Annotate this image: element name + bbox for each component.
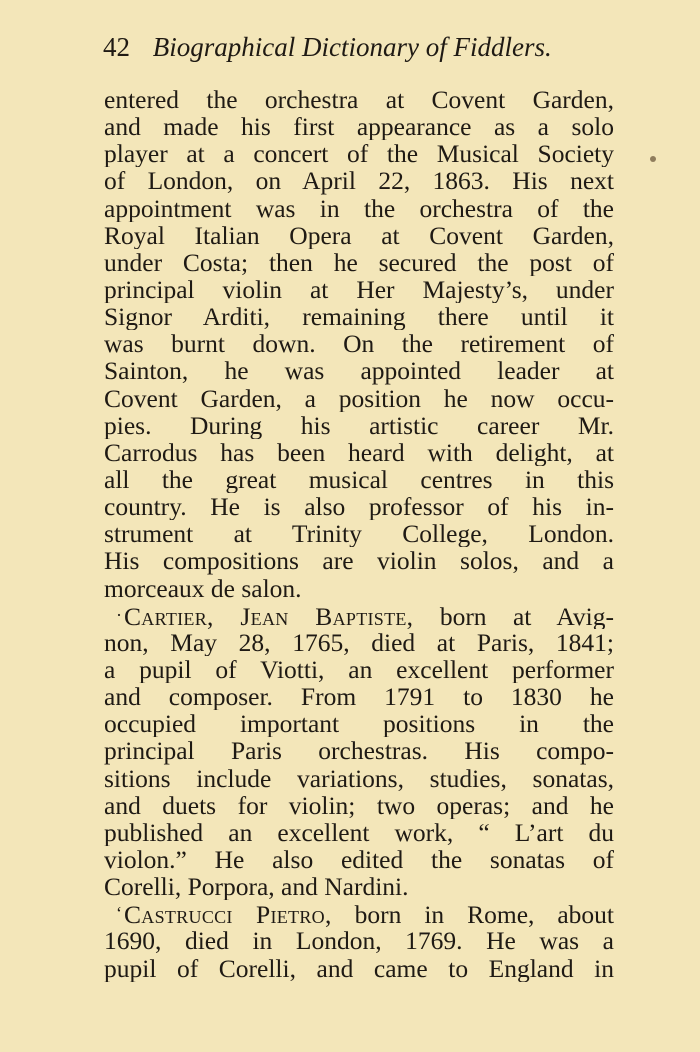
page-header [103,30,573,64]
text-line: under Costa; then he secured the post of [104,248,614,276]
page-body [104,86,614,982]
text-line: principal Paris orchestras. His compo- [104,737,614,765]
text-line: Covent Garden, a position he now occu- [104,384,614,412]
text-line: occupied important positions in the [104,710,614,738]
text-line: principal violin at Her Majesty’s, under [104,275,614,304]
text-line: Signor Arditi, remaining there until it [104,303,614,331]
text-line: and made his first appearance as a solo [104,113,614,141]
text-line: pies. During his artistic career Mr. [104,411,614,439]
entry-name-castrucci: Castrucci Pietro, [124,900,332,928]
text-line: all the great musical centres in this [104,465,614,494]
text-line: Royal Italian Opera at Covent Garden, [104,221,614,249]
running-title: Biographical Dictionary of Fiddlers. [152,32,552,62]
text-line: non, May 28, 1765, died at Paris, 1841; [104,628,614,656]
entry-cartier-heading [104,602,614,629]
text-line: His compositions are violin solos, and a [104,547,614,575]
entry-castrucci-heading [104,900,614,927]
entry-mark: ‘ [116,903,122,924]
text-line: Carrodus has been heard with delight, at [104,438,614,466]
text-line: of London, on April 22, 1863. His next [104,167,614,195]
text-line: Corelli, Porpora, and Nardini. [104,873,409,901]
text-line: entered the orchestra at Covent Garden, [104,86,614,114]
text-line: 1690, died in London, 1769. He was a [104,927,614,955]
text-line: strument at Trinity College, London. [104,520,614,548]
page-number: 42 [103,32,130,62]
text-line: violon.” He also edited the sonatas of [104,845,614,874]
text-line: sitions include variations, studies, sonatas, [104,764,614,792]
text-line: pupil of Corelli, and came to England in [104,954,614,982]
text-line: and duets for violin; two operas; and he [104,791,614,819]
text-line: country. He is also professor of his in- [104,493,614,521]
text-line: morceaux de salon. [104,574,302,602]
entry-text: born in Rome, about [354,900,614,928]
entry-text: born at Avig- [439,601,614,629]
entry-name-cartier: Cartier, Jean Baptiste, [124,601,414,629]
page-speck [650,156,656,162]
text-line: Sainton, he was appointed leader at [104,357,614,385]
entry-mark: · [116,604,122,625]
text-line: and composer. From 1791 to 1830 he [104,683,614,711]
text-line: published an excellent work, “ L’art du [104,818,614,846]
text-line: was burnt down. On the retirement of [104,330,614,358]
text-line: appointment was in the orchestra of the [104,194,614,222]
text-line: a pupil of Viotti, an excellent performer [104,655,614,684]
text-line: player at a concert of the Musical Society [104,140,614,168]
